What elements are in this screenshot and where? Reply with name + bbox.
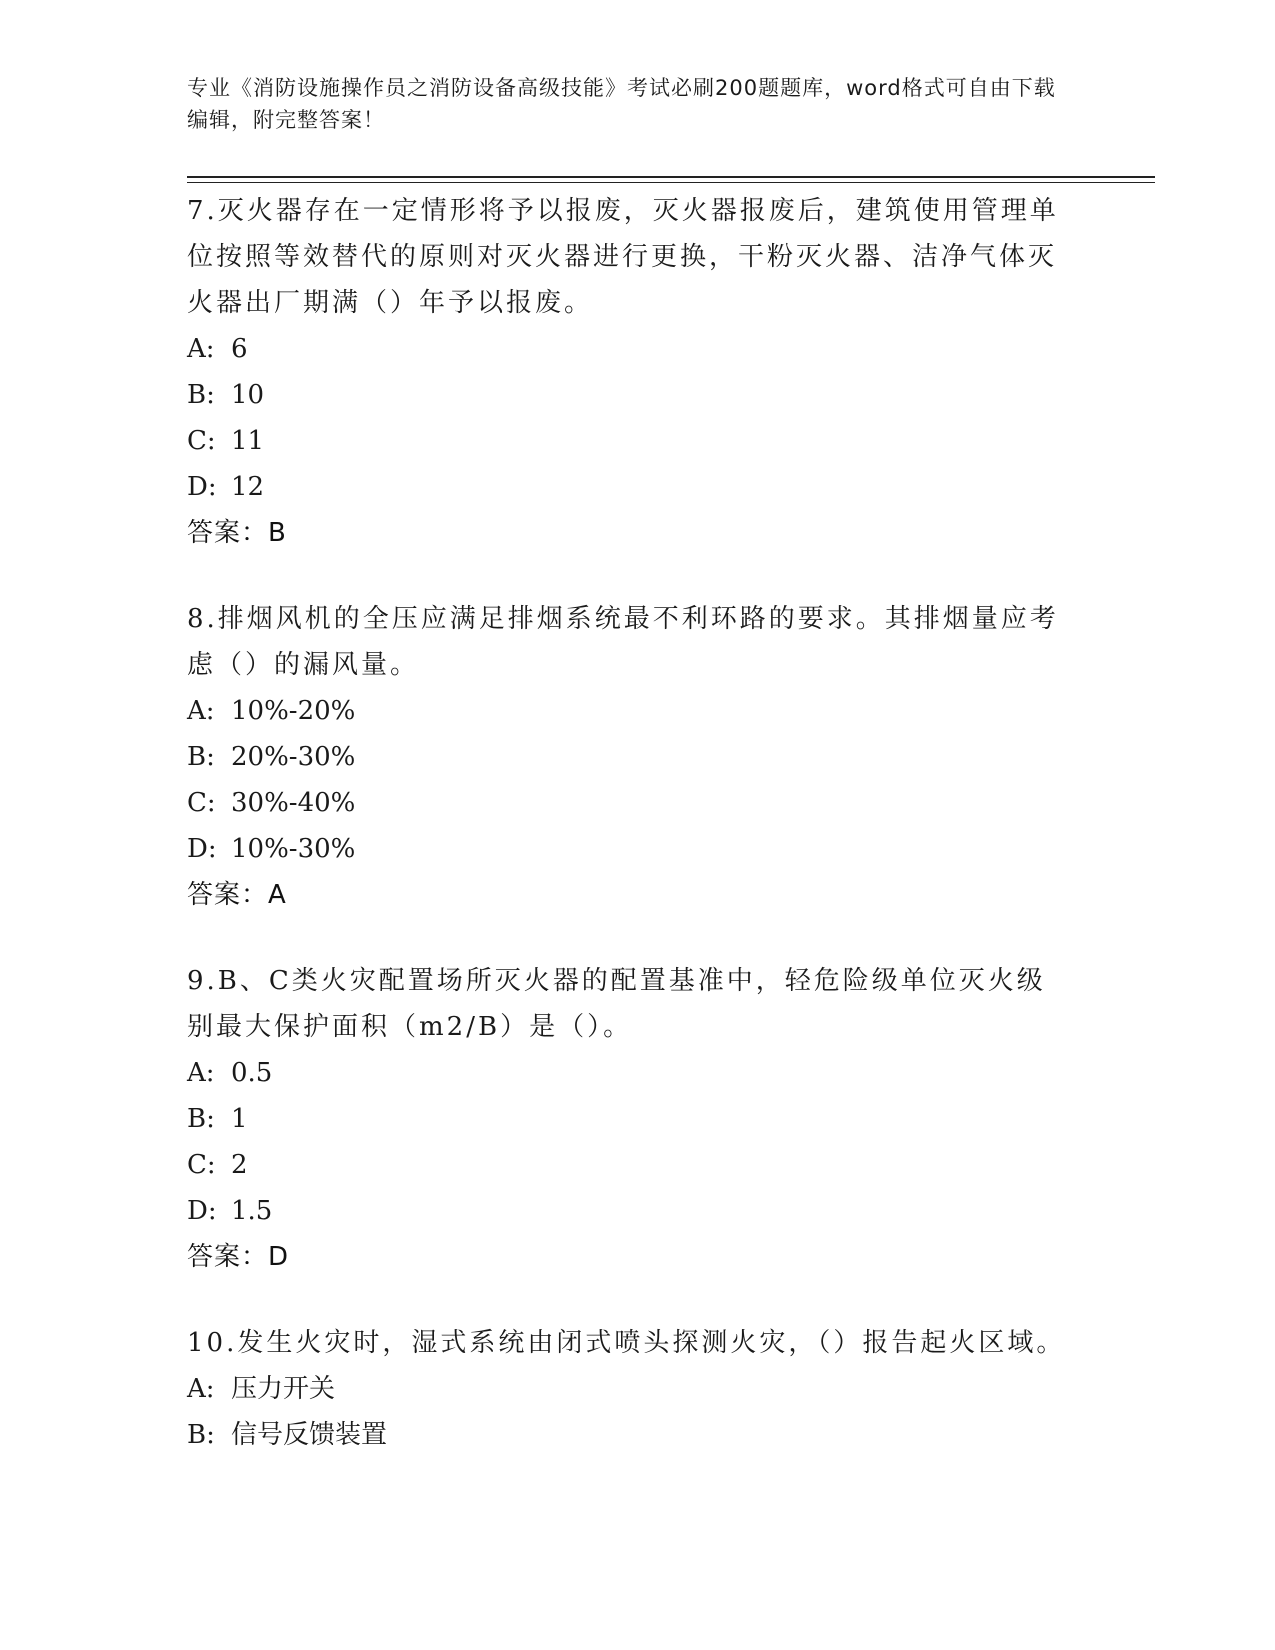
option-c	[187, 418, 1087, 464]
header-divider	[187, 176, 1155, 178]
option-c	[187, 1142, 1087, 1188]
option-text: 10%-20%	[231, 696, 356, 726]
option-a	[187, 688, 1087, 734]
option-letter: C:	[187, 426, 216, 456]
option-a	[187, 1050, 1087, 1096]
header-divider-thin	[187, 182, 1155, 183]
question-7	[187, 188, 1087, 556]
option-b	[187, 1096, 1087, 1142]
option-text: 30%-40%	[231, 788, 356, 818]
option-letter: A:	[187, 696, 215, 726]
option-text: 11	[231, 426, 265, 456]
option-b	[187, 1412, 1087, 1458]
option-text: 1	[231, 1104, 248, 1134]
option-text: 2	[231, 1150, 248, 1180]
option-letter: B:	[187, 742, 215, 772]
option-text: 10%-30%	[231, 834, 356, 864]
option-text: 10	[231, 380, 265, 410]
option-letter: C:	[187, 788, 216, 818]
option-b	[187, 372, 1087, 418]
option-letter: D:	[187, 1196, 217, 1226]
option-b	[187, 734, 1087, 780]
option-c	[187, 780, 1087, 826]
option-text: 0.5	[231, 1058, 273, 1088]
answer-line: 答案：A	[187, 880, 287, 910]
document-header: 专业《消防设施操作员之消防设备高级技能》考试必刷200题题库，word格式可自由下载编辑，附完整答案！	[187, 76, 1056, 132]
option-d	[187, 826, 1087, 872]
option-a	[187, 326, 1087, 372]
option-letter: A:	[187, 1374, 215, 1404]
question-stem: 8.排烟风机的全压应满足排烟系统最不利环路的要求。其排烟量应考虑（）的漏风量。	[187, 604, 1059, 680]
option-letter: A:	[187, 1058, 215, 1088]
option-text: 信号反馈装置	[231, 1420, 388, 1450]
question-10	[187, 1320, 1087, 1458]
question-8	[187, 596, 1087, 918]
option-text: 20%-30%	[231, 742, 356, 772]
option-letter: D:	[187, 472, 217, 502]
option-letter: C:	[187, 1150, 216, 1180]
question-stem: 7.灭火器存在一定情形将予以报废，灭火器报废后，建筑使用管理单位按照等效替代的原则对灭火器进行更换，干粉灭火器、洁净气体灭火器出厂期满（）年予以报废。	[187, 196, 1059, 318]
option-letter: B:	[187, 380, 215, 410]
option-text: 6	[231, 334, 248, 364]
option-a	[187, 1366, 1087, 1412]
question-list	[187, 188, 1087, 1498]
question-9	[187, 958, 1087, 1280]
answer-line: 答案：D	[187, 1242, 290, 1272]
option-text: 压力开关	[231, 1374, 336, 1404]
option-d	[187, 464, 1087, 510]
option-text: 12	[231, 472, 265, 502]
question-stem: 9.B、C类火灾配置场所灭火器的配置基准中，轻危险级单位灭火级别最大保护面积（m2/B）是（）。	[187, 966, 1046, 1042]
option-d	[187, 1188, 1087, 1234]
question-stem: 10.发生火灾时，湿式系统由闭式喷头探测火灾，（）报告起火区域。	[187, 1328, 1066, 1358]
option-letter: D:	[187, 834, 217, 864]
option-letter: B:	[187, 1420, 215, 1450]
option-text: 1.5	[231, 1196, 273, 1226]
answer-line: 答案：B	[187, 518, 287, 548]
option-letter: B:	[187, 1104, 215, 1134]
option-letter: A:	[187, 334, 215, 364]
